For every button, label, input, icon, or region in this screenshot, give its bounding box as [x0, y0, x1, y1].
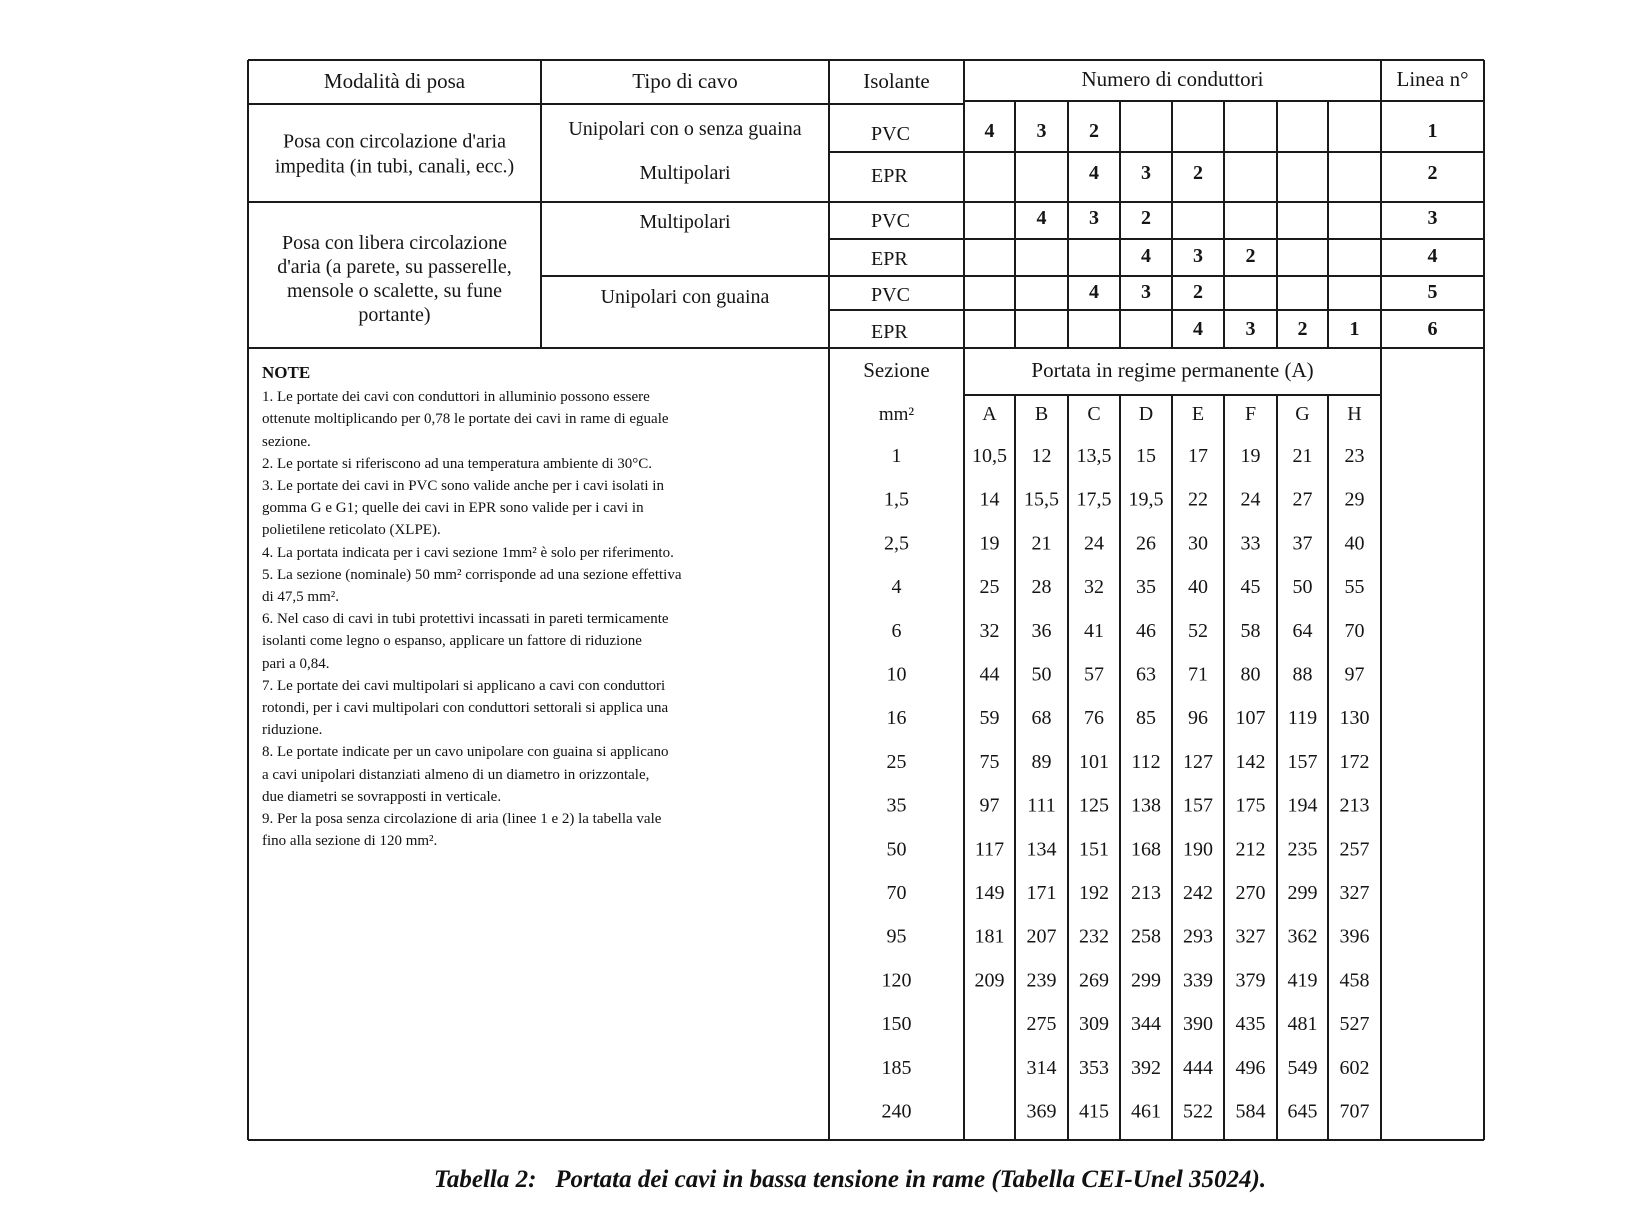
- portata-value: 481: [1287, 1013, 1318, 1036]
- note-line: 1. Le portate dei cavi con conduttori in alluminio possono essere: [262, 389, 650, 406]
- portata-value: 309: [1079, 1013, 1109, 1036]
- portata-column-header: C: [1087, 403, 1101, 425]
- portata-value: 327: [1339, 882, 1370, 904]
- posa-label: portante): [358, 304, 431, 326]
- portata-value: 239: [1026, 969, 1057, 992]
- portata-value: 28: [1031, 576, 1052, 599]
- isolante-value: EPR: [871, 321, 908, 343]
- portata-value: 57: [1084, 663, 1104, 686]
- portata-value: 96: [1188, 707, 1208, 730]
- portata-value: 232: [1079, 925, 1109, 948]
- portata-value: 602: [1339, 1056, 1370, 1079]
- portata-value: 13,5: [1076, 445, 1112, 467]
- portata-value: 549: [1287, 1056, 1318, 1079]
- portata-value: 89: [1031, 750, 1052, 773]
- portata-value: 522: [1183, 1100, 1213, 1123]
- tipo-label: Unipolari con o senza guaina: [568, 118, 802, 140]
- portata-value: 584: [1235, 1100, 1266, 1123]
- conduttori-value: 2: [1193, 162, 1203, 184]
- note-line: ottenute moltiplicando per 0,78 le portate dei cavi in rame di eguale: [262, 411, 669, 428]
- portata-value: 496: [1235, 1056, 1266, 1079]
- portata-value: 362: [1287, 925, 1318, 948]
- sezione-value: 10: [886, 663, 907, 686]
- portata-value: 19,5: [1128, 488, 1164, 511]
- sezione-value: 150: [881, 1013, 912, 1036]
- portata-value: 379: [1235, 969, 1266, 992]
- header-numero: Numero di conduttori: [1081, 67, 1264, 91]
- portata-value: 27: [1292, 488, 1313, 511]
- conduttori-value: 3: [1141, 162, 1151, 184]
- posa-label: d'aria (a parete, su passerelle,: [277, 256, 512, 278]
- note-line: a cavi unipolari distanziati almeno di un diametro in orizzontale,: [262, 766, 650, 783]
- portata-value: 458: [1339, 969, 1370, 992]
- portata-value: 36: [1031, 619, 1052, 642]
- portata-value: 97: [979, 794, 1000, 817]
- portata-value: 10,5: [972, 445, 1007, 467]
- portata-column-header: F: [1244, 403, 1257, 425]
- note-line: riduzione.: [262, 722, 323, 739]
- portata-value: 35: [1136, 576, 1156, 599]
- portata-value: 192: [1079, 882, 1109, 904]
- notes-list: [262, 386, 822, 852]
- portata-value: 390: [1183, 1013, 1213, 1036]
- portata-value: 107: [1235, 707, 1266, 730]
- linea-value: 5: [1427, 281, 1438, 303]
- sezione-value: 35: [886, 794, 907, 817]
- portata-value: 461: [1131, 1100, 1161, 1123]
- portata-value: 29: [1344, 488, 1365, 511]
- conduttori-value: 4: [1089, 281, 1099, 303]
- sezione-value: 70: [886, 882, 907, 904]
- portata-value: 270: [1235, 882, 1266, 904]
- portata-value: 327: [1235, 925, 1266, 948]
- conduttori-value: 1: [1349, 318, 1360, 340]
- header-modalita: Modalità di posa: [323, 69, 466, 93]
- sezione-header: Sezione: [863, 358, 930, 382]
- conduttori-value: 3: [1089, 207, 1099, 229]
- portata-value: 275: [1026, 1013, 1057, 1036]
- portata-value: 344: [1131, 1013, 1161, 1036]
- portata-value: 33: [1240, 532, 1261, 555]
- note-line: 6. Nel caso di cavi in tubi protettivi incassati in pareti termicamente: [262, 611, 669, 628]
- isolante-value: EPR: [871, 248, 908, 270]
- conduttori-value: 3: [1036, 120, 1047, 142]
- portata-value: 24: [1240, 488, 1261, 511]
- notes-panel: [262, 362, 822, 852]
- portata-value: 30: [1188, 532, 1208, 555]
- portata-value: 45: [1240, 576, 1261, 599]
- note-line: gomma G e G1; quelle dei cavi in EPR sono valide per i cavi in: [262, 500, 644, 517]
- portata-value: 119: [1287, 707, 1318, 730]
- note-line: 5. La sezione (nominale) 50 mm² corrisponde ad una sezione effettiva: [262, 566, 682, 583]
- sezione-value: 6: [891, 619, 902, 642]
- portata-value: 14: [979, 488, 1000, 511]
- portata-value: 149: [974, 882, 1005, 904]
- portata-value: 25: [979, 576, 1000, 599]
- posa-label: Posa con libera circolazione: [282, 232, 507, 254]
- portata-value: 130: [1339, 707, 1370, 730]
- portata-value: 46: [1136, 619, 1156, 642]
- portata-column-header: H: [1347, 403, 1362, 425]
- portata-value: 63: [1136, 663, 1156, 686]
- note-line: fino alla sezione di 120 mm².: [262, 833, 438, 850]
- portata-value: 209: [974, 969, 1005, 992]
- conduttori-value: 2: [1141, 207, 1151, 229]
- portata-value: 75: [979, 750, 1000, 773]
- conduttori-value: 2: [1089, 120, 1099, 142]
- portata-value: 59: [979, 707, 1000, 730]
- portata-column-header: D: [1138, 403, 1154, 425]
- note-line: 9. Per la posa senza circolazione di aria (linee 1 e 2) la tabella vale: [262, 811, 662, 828]
- portata-value: 37: [1292, 532, 1313, 555]
- portata-value: 392: [1131, 1056, 1161, 1079]
- conduttori-value: 4: [1089, 162, 1099, 184]
- portata-value: 111: [1027, 794, 1056, 817]
- note-line: 8. Le portate indicate per un cavo unipolare con guaina si applicano: [262, 744, 669, 761]
- portata-value: 58: [1240, 619, 1261, 642]
- sezione-unit: mm²: [878, 404, 915, 425]
- portata-title: Portata in regime permanente (A): [1031, 358, 1314, 382]
- linea-value: 6: [1427, 318, 1438, 340]
- portata-value: 76: [1084, 707, 1104, 730]
- portata-value: 26: [1136, 532, 1156, 555]
- conduttori-value: 3: [1245, 318, 1256, 340]
- portata-value: 64: [1292, 619, 1313, 642]
- portata-value: 15: [1136, 445, 1156, 467]
- portata-value: 50: [1292, 576, 1313, 599]
- portata-value: 117: [974, 838, 1005, 861]
- portata-value: 157: [1287, 750, 1318, 773]
- portata-value: 32: [979, 619, 1000, 642]
- note-line: isolanti come legno o espanso, applicare un fattore di riduzione: [262, 633, 642, 650]
- portata-value: 85: [1136, 707, 1156, 730]
- conduttori-value: 4: [1036, 207, 1047, 229]
- portata-value: 258: [1131, 925, 1161, 948]
- portata-value: 242: [1183, 882, 1213, 904]
- portata-value: 419: [1287, 969, 1318, 992]
- portata-value: 293: [1183, 925, 1213, 948]
- note-line: di 47,5 mm².: [262, 589, 339, 606]
- note-line: rotondi, per i cavi multipolari con conduttori settorali si applica una: [262, 700, 669, 717]
- portata-value: 17: [1188, 445, 1208, 467]
- portata-value: 40: [1344, 532, 1365, 555]
- header-isolante: Isolante: [863, 69, 930, 93]
- sezione-value: 16: [886, 707, 907, 730]
- portata-value: 134: [1026, 838, 1057, 861]
- linea-value: 3: [1427, 207, 1438, 229]
- portata-value: 168: [1131, 838, 1161, 861]
- portata-value: 151: [1079, 838, 1109, 861]
- portata-value: 23: [1344, 445, 1365, 467]
- portata-value: 88: [1292, 663, 1313, 686]
- sezione-value: 25: [886, 750, 907, 773]
- portata-value: 22: [1188, 488, 1208, 511]
- portata-value: 181: [974, 925, 1005, 948]
- tipo-label: Unipolari con guaina: [600, 286, 770, 308]
- portata-value: 52: [1188, 619, 1208, 642]
- portata-value: 369: [1026, 1100, 1057, 1123]
- sezione-value: 1: [891, 445, 902, 467]
- sezione-value: 120: [881, 969, 912, 992]
- note-line: 4. La portata indicata per i cavi sezione 1mm² è solo per riferimento.: [262, 544, 674, 561]
- conduttori-value: 3: [1193, 245, 1203, 267]
- conduttori-value: 2: [1245, 245, 1256, 267]
- notes-title: NOTE: [262, 363, 311, 382]
- note-line: polietilene reticolato (XLPE).: [262, 522, 441, 539]
- portata-value: 15,5: [1024, 488, 1059, 511]
- conduttori-value: 4: [984, 120, 995, 142]
- sezione-value: 2,5: [884, 532, 909, 555]
- portata-value: 415: [1079, 1100, 1109, 1123]
- sezione-value: 4: [891, 576, 902, 599]
- sezione-value: 50: [886, 838, 907, 861]
- portata-value: 194: [1287, 794, 1318, 817]
- conduttori-value: 2: [1193, 281, 1203, 303]
- note-line: 3. Le portate dei cavi in PVC sono valide anche per i cavi isolati in: [262, 478, 664, 495]
- portata-value: 707: [1339, 1100, 1370, 1123]
- linea-value: 1: [1427, 120, 1438, 142]
- portata-value: 21: [1292, 445, 1313, 467]
- portata-value: 339: [1183, 969, 1213, 992]
- note-line: 7. Le portate dei cavi multipolari si applicano a cavi con conduttori: [262, 677, 666, 694]
- portata-value: 213: [1131, 882, 1161, 904]
- portata-value: 138: [1131, 794, 1161, 817]
- portata-value: 527: [1339, 1013, 1370, 1036]
- portata-value: 444: [1183, 1056, 1213, 1079]
- portata-value: 314: [1026, 1056, 1057, 1079]
- sezione-value: 95: [886, 925, 907, 948]
- portata-value: 19: [1240, 445, 1261, 467]
- portata-value: 645: [1287, 1100, 1318, 1123]
- portata-value: 21: [1031, 532, 1052, 555]
- linea-value: 2: [1427, 162, 1438, 184]
- portata-value: 44: [979, 663, 1000, 686]
- portata-value: 172: [1339, 750, 1370, 773]
- portata-value: 212: [1235, 838, 1266, 861]
- portata-value: 171: [1026, 882, 1057, 904]
- header-tipo: Tipo di cavo: [632, 69, 738, 93]
- portata-value: 175: [1235, 794, 1266, 817]
- portata-value: 235: [1287, 838, 1318, 861]
- portata-value: 12: [1031, 445, 1052, 467]
- note-line: due diametri se sovrapposti in verticale.: [262, 788, 502, 805]
- portata-value: 41: [1084, 619, 1104, 642]
- portata-value: 71: [1188, 663, 1208, 686]
- isolante-value: PVC: [871, 284, 910, 306]
- portata-value: 127: [1183, 750, 1213, 773]
- conduttori-value: 4: [1141, 245, 1151, 267]
- conduttori-value: 3: [1141, 281, 1151, 303]
- sezione-value: 185: [881, 1056, 912, 1079]
- portata-value: 299: [1131, 969, 1161, 992]
- sezione-value: 240: [881, 1100, 912, 1123]
- portata-column-header: B: [1034, 403, 1049, 425]
- portata-value: 207: [1026, 925, 1057, 948]
- portata-value: 97: [1344, 663, 1365, 686]
- isolante-value: PVC: [871, 123, 910, 145]
- posa-label: impedita (in tubi, canali, ecc.): [274, 155, 515, 178]
- portata-value: 17,5: [1076, 488, 1112, 511]
- portata-value: 19: [979, 532, 1000, 555]
- sezione-value: 1,5: [884, 488, 909, 511]
- portata-value: 125: [1079, 794, 1109, 817]
- portata-value: 24: [1084, 532, 1104, 555]
- portata-value: 142: [1235, 750, 1266, 773]
- header-linea: Linea n°: [1396, 67, 1469, 91]
- portata-value: 396: [1339, 925, 1370, 948]
- portata-value: 112: [1131, 750, 1161, 773]
- tipo-label: Multipolari: [639, 211, 731, 233]
- posa-label: mensole o scalette, su fune: [287, 280, 502, 302]
- portata-value: 269: [1079, 969, 1109, 992]
- portata-column-header: E: [1191, 403, 1205, 425]
- linea-value: 4: [1427, 245, 1438, 267]
- portata-value: 50: [1031, 663, 1052, 686]
- isolante-value: EPR: [871, 165, 908, 187]
- portata-value: 257: [1339, 838, 1370, 861]
- tipo-label: Multipolari: [639, 162, 731, 184]
- portata-value: 353: [1079, 1056, 1109, 1079]
- portata-value: 213: [1339, 794, 1370, 817]
- portata-value: 70: [1344, 619, 1365, 642]
- portata-column-header: A: [982, 403, 997, 425]
- portata-value: 80: [1240, 663, 1261, 686]
- portata-value: 157: [1183, 794, 1213, 817]
- portata-value: 32: [1084, 576, 1104, 599]
- note-line: pari a 0,84.: [262, 655, 330, 672]
- portata-value: 190: [1183, 838, 1213, 861]
- note-line: 2. Le portate si riferiscono ad una temperatura ambiente di 30°C.: [262, 455, 653, 472]
- portata-value: 55: [1344, 576, 1365, 599]
- portata-value: 435: [1235, 1013, 1266, 1036]
- isolante-value: PVC: [871, 210, 910, 232]
- conduttori-value: 2: [1297, 318, 1308, 340]
- table-caption: Tabella 2: Portata dei cavi in bassa tensione in rame (Tabella CEI-Unel 35024).: [433, 1166, 1267, 1193]
- portata-value: 101: [1079, 750, 1109, 773]
- portata-value: 299: [1287, 882, 1318, 904]
- conduttori-value: 4: [1193, 318, 1203, 340]
- posa-label: Posa con circolazione d'aria: [283, 130, 506, 153]
- portata-column-header: G: [1295, 403, 1310, 425]
- portata-value: 40: [1188, 576, 1208, 599]
- portata-value: 68: [1031, 707, 1052, 730]
- note-line: sezione.: [262, 433, 311, 450]
